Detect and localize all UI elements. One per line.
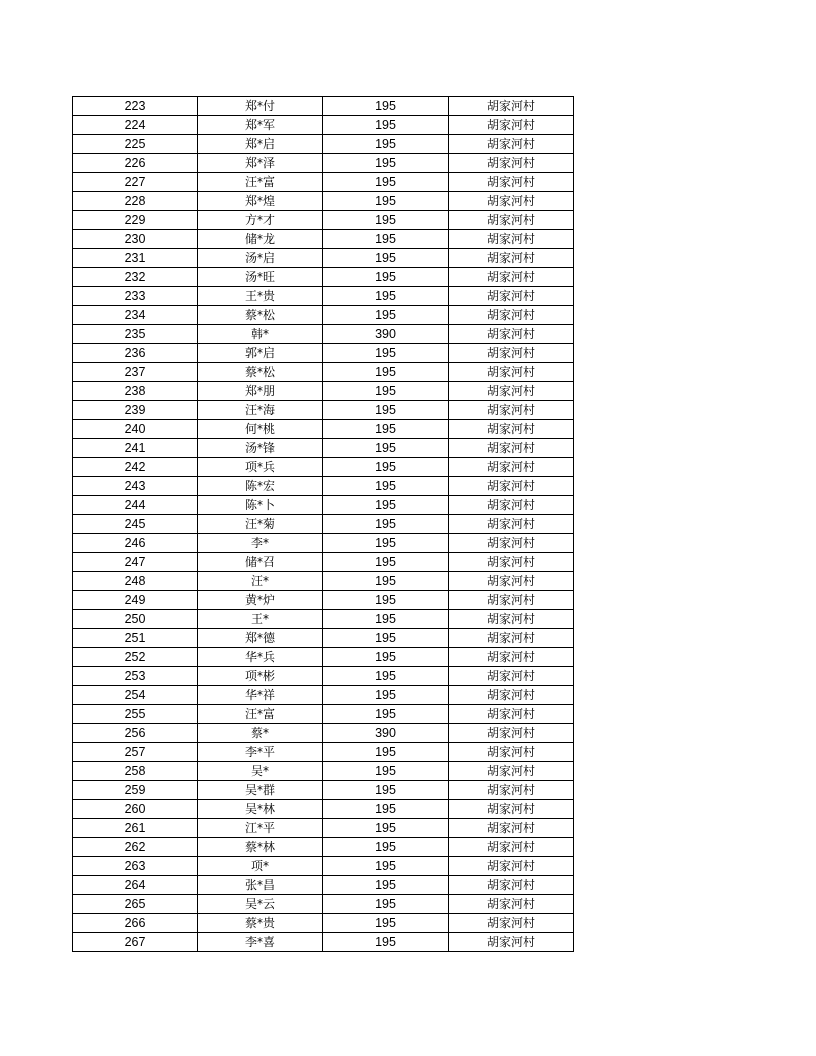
row-number-cell: 223 xyxy=(73,97,198,116)
amount-cell: 195 xyxy=(323,610,449,629)
amount-cell: 195 xyxy=(323,838,449,857)
row-number-cell: 250 xyxy=(73,610,198,629)
row-number-cell: 229 xyxy=(73,211,198,230)
table-row xyxy=(73,534,574,553)
table-row xyxy=(73,173,574,192)
recipient-name-cell: 郑*军 xyxy=(198,116,323,135)
recipient-name-cell: 何*桃 xyxy=(198,420,323,439)
row-number-cell: 258 xyxy=(73,762,198,781)
table-row xyxy=(73,458,574,477)
table-row xyxy=(73,705,574,724)
row-number-cell: 224 xyxy=(73,116,198,135)
table-row xyxy=(73,420,574,439)
recipient-name-cell: 储*召 xyxy=(198,553,323,572)
table-row xyxy=(73,496,574,515)
amount-cell: 195 xyxy=(323,876,449,895)
table-row xyxy=(73,116,574,135)
recipient-name-cell: 蔡*松 xyxy=(198,363,323,382)
row-number-cell: 232 xyxy=(73,268,198,287)
recipient-name-cell: 王*贵 xyxy=(198,287,323,306)
row-number-cell: 255 xyxy=(73,705,198,724)
amount-cell: 195 xyxy=(323,420,449,439)
village-cell: 胡家河村 xyxy=(449,192,574,211)
village-cell: 胡家河村 xyxy=(449,591,574,610)
amount-cell: 195 xyxy=(323,154,449,173)
table-row xyxy=(73,325,574,344)
row-number-cell: 236 xyxy=(73,344,198,363)
row-number-cell: 247 xyxy=(73,553,198,572)
village-cell: 胡家河村 xyxy=(449,268,574,287)
recipient-name-cell: 郑*启 xyxy=(198,135,323,154)
row-number-cell: 248 xyxy=(73,572,198,591)
recipient-name-cell: 华*兵 xyxy=(198,648,323,667)
table-row xyxy=(73,192,574,211)
village-cell: 胡家河村 xyxy=(449,914,574,933)
village-cell: 胡家河村 xyxy=(449,553,574,572)
village-cell: 胡家河村 xyxy=(449,135,574,154)
amount-cell: 195 xyxy=(323,458,449,477)
amount-cell: 195 xyxy=(323,268,449,287)
recipient-name-cell: 吴*群 xyxy=(198,781,323,800)
amount-cell: 195 xyxy=(323,895,449,914)
row-number-cell: 249 xyxy=(73,591,198,610)
table-row xyxy=(73,249,574,268)
village-cell: 胡家河村 xyxy=(449,781,574,800)
recipient-name-cell: 蔡* xyxy=(198,724,323,743)
recipient-name-cell: 李* xyxy=(198,534,323,553)
row-number-cell: 245 xyxy=(73,515,198,534)
row-number-cell: 252 xyxy=(73,648,198,667)
amount-cell: 195 xyxy=(323,591,449,610)
recipient-name-cell: 郭*启 xyxy=(198,344,323,363)
amount-cell: 195 xyxy=(323,192,449,211)
amount-cell: 195 xyxy=(323,477,449,496)
row-number-cell: 239 xyxy=(73,401,198,420)
table-row xyxy=(73,572,574,591)
village-cell: 胡家河村 xyxy=(449,819,574,838)
table-row xyxy=(73,477,574,496)
village-cell: 胡家河村 xyxy=(449,610,574,629)
row-number-cell: 231 xyxy=(73,249,198,268)
recipient-name-cell: 汪* xyxy=(198,572,323,591)
amount-cell: 195 xyxy=(323,287,449,306)
table-row xyxy=(73,154,574,173)
table-row xyxy=(73,648,574,667)
amount-cell: 195 xyxy=(323,496,449,515)
recipient-name-cell: 李*平 xyxy=(198,743,323,762)
row-number-cell: 237 xyxy=(73,363,198,382)
table-row xyxy=(73,515,574,534)
row-number-cell: 225 xyxy=(73,135,198,154)
row-number-cell: 243 xyxy=(73,477,198,496)
row-number-cell: 264 xyxy=(73,876,198,895)
village-cell: 胡家河村 xyxy=(449,420,574,439)
recipient-name-cell: 项* xyxy=(198,857,323,876)
amount-cell: 195 xyxy=(323,173,449,192)
row-number-cell: 233 xyxy=(73,287,198,306)
village-cell: 胡家河村 xyxy=(449,515,574,534)
table-row xyxy=(73,762,574,781)
row-number-cell: 244 xyxy=(73,496,198,515)
row-number-cell: 267 xyxy=(73,933,198,952)
village-cell: 胡家河村 xyxy=(449,382,574,401)
recipient-name-cell: 陈*宏 xyxy=(198,477,323,496)
amount-cell: 195 xyxy=(323,534,449,553)
table-row xyxy=(73,401,574,420)
recipient-name-cell: 黄*炉 xyxy=(198,591,323,610)
village-cell: 胡家河村 xyxy=(449,534,574,553)
roster-table xyxy=(72,96,574,952)
row-number-cell: 260 xyxy=(73,800,198,819)
village-cell: 胡家河村 xyxy=(449,97,574,116)
table-row xyxy=(73,382,574,401)
table-row xyxy=(73,268,574,287)
row-number-cell: 256 xyxy=(73,724,198,743)
roster-table-body xyxy=(73,97,574,952)
village-cell: 胡家河村 xyxy=(449,401,574,420)
recipient-name-cell: 汤*旺 xyxy=(198,268,323,287)
row-number-cell: 230 xyxy=(73,230,198,249)
row-number-cell: 227 xyxy=(73,173,198,192)
village-cell: 胡家河村 xyxy=(449,800,574,819)
recipient-name-cell: 郑*煌 xyxy=(198,192,323,211)
amount-cell: 195 xyxy=(323,819,449,838)
recipient-name-cell: 汪*富 xyxy=(198,705,323,724)
amount-cell: 195 xyxy=(323,914,449,933)
amount-cell: 195 xyxy=(323,135,449,154)
table-row xyxy=(73,553,574,572)
recipient-name-cell: 郑*德 xyxy=(198,629,323,648)
amount-cell: 195 xyxy=(323,382,449,401)
amount-cell: 195 xyxy=(323,211,449,230)
recipient-name-cell: 汪*海 xyxy=(198,401,323,420)
row-number-cell: 262 xyxy=(73,838,198,857)
amount-cell: 195 xyxy=(323,667,449,686)
village-cell: 胡家河村 xyxy=(449,743,574,762)
table-row xyxy=(73,895,574,914)
row-number-cell: 265 xyxy=(73,895,198,914)
amount-cell: 195 xyxy=(323,363,449,382)
table-row xyxy=(73,344,574,363)
row-number-cell: 241 xyxy=(73,439,198,458)
village-cell: 胡家河村 xyxy=(449,287,574,306)
row-number-cell: 238 xyxy=(73,382,198,401)
village-cell: 胡家河村 xyxy=(449,762,574,781)
village-cell: 胡家河村 xyxy=(449,895,574,914)
table-row xyxy=(73,933,574,952)
table-row xyxy=(73,857,574,876)
row-number-cell: 234 xyxy=(73,306,198,325)
recipient-name-cell: 陈*卜 xyxy=(198,496,323,515)
table-row xyxy=(73,363,574,382)
amount-cell: 195 xyxy=(323,762,449,781)
table-row xyxy=(73,97,574,116)
table-row xyxy=(73,230,574,249)
recipient-name-cell: 项*彬 xyxy=(198,667,323,686)
table-row xyxy=(73,629,574,648)
recipient-name-cell: 吴* xyxy=(198,762,323,781)
village-cell: 胡家河村 xyxy=(449,857,574,876)
table-row xyxy=(73,876,574,895)
village-cell: 胡家河村 xyxy=(449,458,574,477)
row-number-cell: 251 xyxy=(73,629,198,648)
village-cell: 胡家河村 xyxy=(449,686,574,705)
recipient-name-cell: 吴*林 xyxy=(198,800,323,819)
row-number-cell: 246 xyxy=(73,534,198,553)
village-cell: 胡家河村 xyxy=(449,477,574,496)
recipient-name-cell: 江*平 xyxy=(198,819,323,838)
amount-cell: 195 xyxy=(323,686,449,705)
amount-cell: 195 xyxy=(323,800,449,819)
village-cell: 胡家河村 xyxy=(449,325,574,344)
village-cell: 胡家河村 xyxy=(449,116,574,135)
recipient-name-cell: 韩* xyxy=(198,325,323,344)
row-number-cell: 259 xyxy=(73,781,198,800)
row-number-cell: 235 xyxy=(73,325,198,344)
amount-cell: 195 xyxy=(323,933,449,952)
recipient-name-cell: 蔡*林 xyxy=(198,838,323,857)
table-row xyxy=(73,667,574,686)
row-number-cell: 261 xyxy=(73,819,198,838)
amount-cell: 195 xyxy=(323,572,449,591)
village-cell: 胡家河村 xyxy=(449,496,574,515)
table-row xyxy=(73,781,574,800)
amount-cell: 195 xyxy=(323,857,449,876)
row-number-cell: 257 xyxy=(73,743,198,762)
amount-cell: 390 xyxy=(323,325,449,344)
recipient-name-cell: 储*龙 xyxy=(198,230,323,249)
recipient-name-cell: 华*祥 xyxy=(198,686,323,705)
row-number-cell: 240 xyxy=(73,420,198,439)
village-cell: 胡家河村 xyxy=(449,838,574,857)
table-row xyxy=(73,743,574,762)
recipient-name-cell: 汪*菊 xyxy=(198,515,323,534)
table-row xyxy=(73,306,574,325)
village-cell: 胡家河村 xyxy=(449,572,574,591)
amount-cell: 195 xyxy=(323,401,449,420)
amount-cell: 195 xyxy=(323,781,449,800)
amount-cell: 195 xyxy=(323,306,449,325)
village-cell: 胡家河村 xyxy=(449,173,574,192)
recipient-name-cell: 汪*富 xyxy=(198,173,323,192)
amount-cell: 195 xyxy=(323,705,449,724)
amount-cell: 390 xyxy=(323,724,449,743)
village-cell: 胡家河村 xyxy=(449,705,574,724)
table-row xyxy=(73,135,574,154)
recipient-name-cell: 郑*付 xyxy=(198,97,323,116)
table-row xyxy=(73,211,574,230)
village-cell: 胡家河村 xyxy=(449,249,574,268)
recipient-name-cell: 蔡*松 xyxy=(198,306,323,325)
amount-cell: 195 xyxy=(323,230,449,249)
table-row xyxy=(73,819,574,838)
village-cell: 胡家河村 xyxy=(449,724,574,743)
village-cell: 胡家河村 xyxy=(449,439,574,458)
village-cell: 胡家河村 xyxy=(449,648,574,667)
recipient-name-cell: 郑*泽 xyxy=(198,154,323,173)
table-row xyxy=(73,686,574,705)
row-number-cell: 266 xyxy=(73,914,198,933)
table-row xyxy=(73,838,574,857)
recipient-name-cell: 蔡*贵 xyxy=(198,914,323,933)
table-row xyxy=(73,610,574,629)
village-cell: 胡家河村 xyxy=(449,363,574,382)
village-cell: 胡家河村 xyxy=(449,667,574,686)
village-cell: 胡家河村 xyxy=(449,154,574,173)
table-row xyxy=(73,439,574,458)
recipient-name-cell: 王* xyxy=(198,610,323,629)
table-row xyxy=(73,591,574,610)
row-number-cell: 242 xyxy=(73,458,198,477)
amount-cell: 195 xyxy=(323,116,449,135)
row-number-cell: 228 xyxy=(73,192,198,211)
recipient-name-cell: 汤*锋 xyxy=(198,439,323,458)
village-cell: 胡家河村 xyxy=(449,629,574,648)
recipient-name-cell: 李*喜 xyxy=(198,933,323,952)
village-cell: 胡家河村 xyxy=(449,344,574,363)
table-row xyxy=(73,724,574,743)
amount-cell: 195 xyxy=(323,97,449,116)
village-cell: 胡家河村 xyxy=(449,306,574,325)
village-cell: 胡家河村 xyxy=(449,933,574,952)
amount-cell: 195 xyxy=(323,553,449,572)
recipient-name-cell: 吴*云 xyxy=(198,895,323,914)
village-cell: 胡家河村 xyxy=(449,211,574,230)
recipient-name-cell: 张*昌 xyxy=(198,876,323,895)
row-number-cell: 254 xyxy=(73,686,198,705)
recipient-name-cell: 汤*启 xyxy=(198,249,323,268)
amount-cell: 195 xyxy=(323,249,449,268)
row-number-cell: 226 xyxy=(73,154,198,173)
recipient-name-cell: 方*才 xyxy=(198,211,323,230)
row-number-cell: 263 xyxy=(73,857,198,876)
amount-cell: 195 xyxy=(323,648,449,667)
amount-cell: 195 xyxy=(323,344,449,363)
table-row xyxy=(73,800,574,819)
village-cell: 胡家河村 xyxy=(449,876,574,895)
amount-cell: 195 xyxy=(323,515,449,534)
table-row xyxy=(73,287,574,306)
recipient-name-cell: 郑*朋 xyxy=(198,382,323,401)
amount-cell: 195 xyxy=(323,439,449,458)
row-number-cell: 253 xyxy=(73,667,198,686)
table-row xyxy=(73,914,574,933)
amount-cell: 195 xyxy=(323,743,449,762)
village-cell: 胡家河村 xyxy=(449,230,574,249)
amount-cell: 195 xyxy=(323,629,449,648)
recipient-name-cell: 项*兵 xyxy=(198,458,323,477)
